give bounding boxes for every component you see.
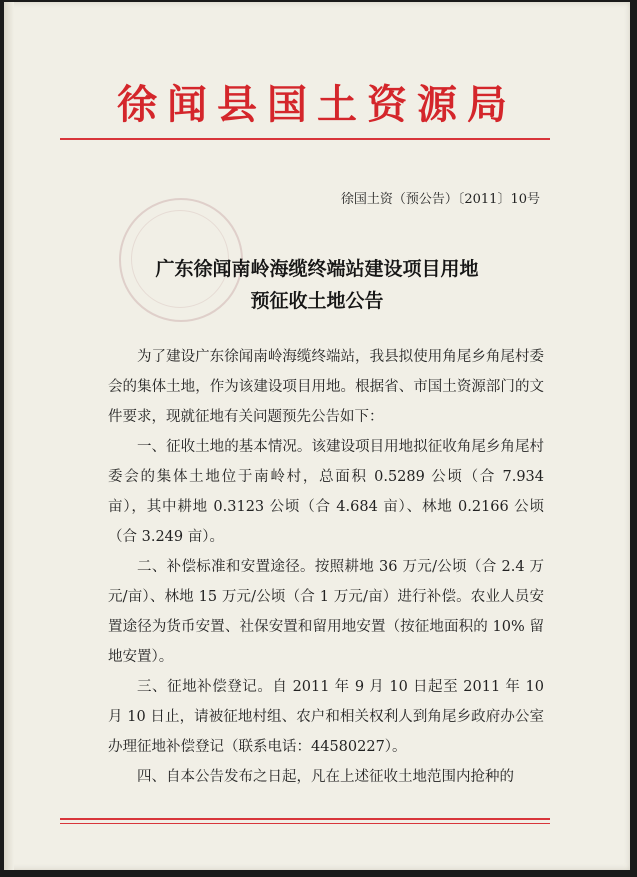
body-paragraph-section-2: 二、补偿标准和安置途径。按照耕地 36 万元/公顷（合 2.4 万元/亩）、林地 15 万元/公顷（合 1 万元/亩）进行补偿。农业人员安置途径为货币安置、社保安置和留用地安置（按征地面积的 10% 留地安置）。 [108, 559, 544, 665]
page-edge-shadow [4, 2, 14, 870]
notice-title-line-2: 预征收土地公告 [250, 290, 384, 312]
document-number: 徐国土资（预公告）〔2011〕10号 [340, 192, 540, 207]
notice-title-line-1: 广东徐闻南岭海缆终端站建设项目用地 [155, 258, 479, 280]
footer-red-rule-bottom [60, 823, 550, 824]
body-paragraph-intro: 为了建设广东徐闻南岭海缆终端站，我县拟使用角尾乡角尾村委会的集体土地，作为该建设项目用地。根据省、市国土资源部门的文件要求，现就征地有关问题预先公告如下： [108, 349, 544, 425]
footer-red-rule-top [60, 818, 550, 820]
body-paragraph-section-1: 一、征收土地的基本情况。该建设项目用地拟征收角尾乡角尾村委会的集体土地位于南岭村，总面积 0.5289 公顷（合 7.934 亩），其中耕地 0.3123 公顷（合 4.684 亩）、林地 0.2166 公顷（合 3.249 亩）。 [108, 439, 544, 545]
notice-body [108, 342, 544, 792]
header-red-rule [60, 138, 550, 140]
organization-title: 徐闻县国土资源局 [117, 81, 517, 128]
body-paragraph-section-3: 三、征地补偿登记。自 2011 年 9 月 10 日起至 2011 年 10 月 10 日止，请被征地村组、农户和相关权利人到角尾乡政府办公室办理征地补偿登记（联系电话：44580227）。 [108, 679, 544, 755]
document-page [4, 2, 630, 870]
body-paragraph-section-4: 四、自本公告发布之日起，凡在上述征收土地范围内抢种的 [137, 769, 514, 785]
